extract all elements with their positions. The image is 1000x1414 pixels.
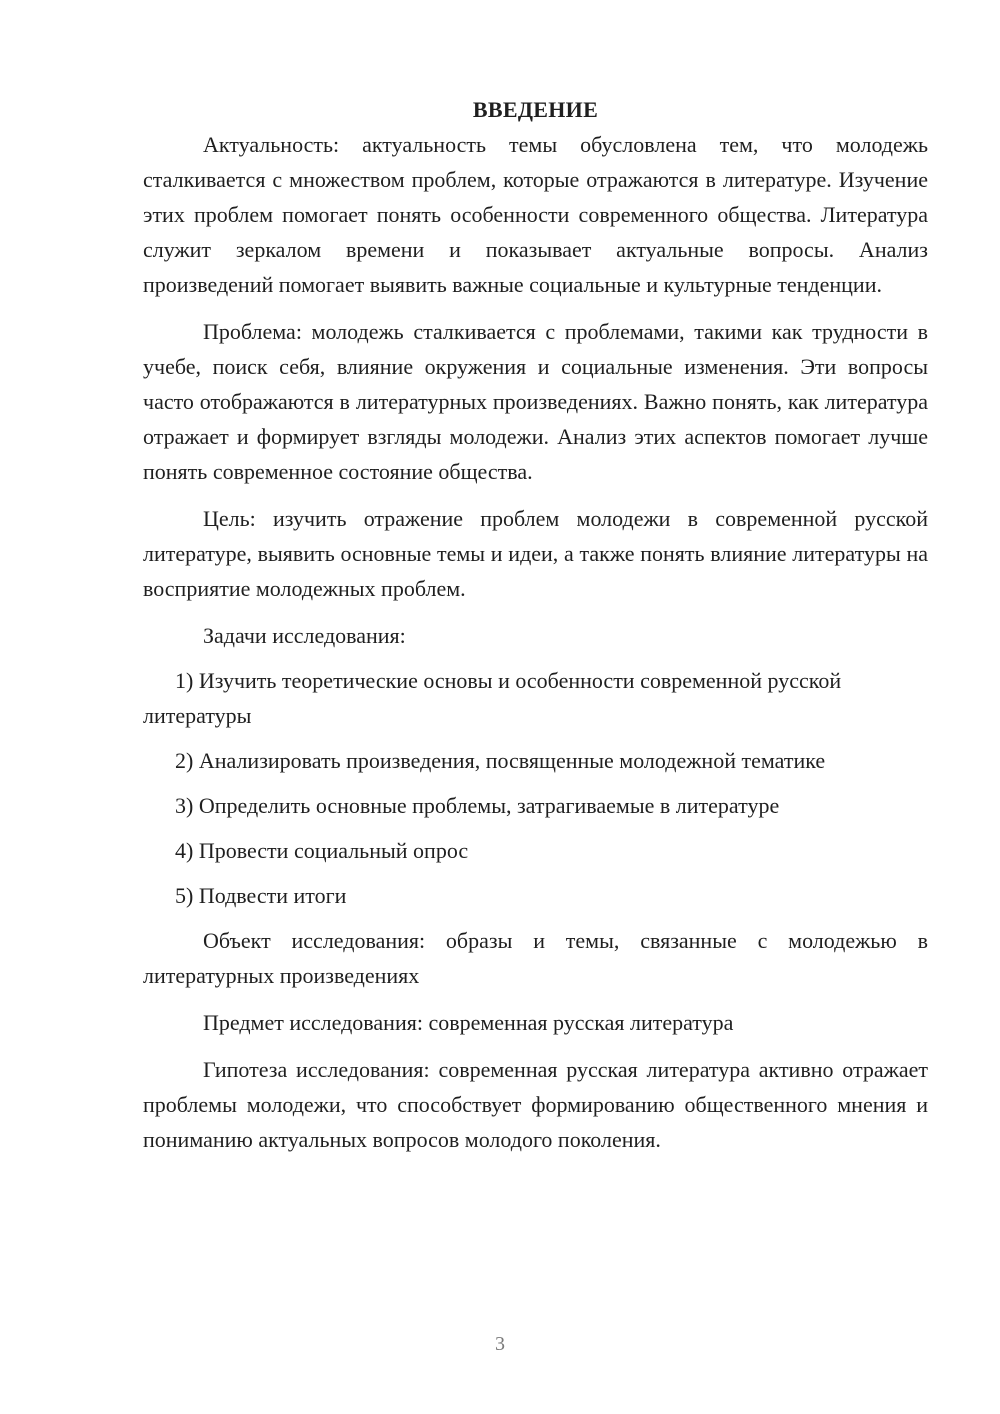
paragraph-goal: Цель: изучить отражение проблем молодежи в современной русской литературе, выявить основные темы и идеи, а также понять влияние литературы на восприятие молодежных проблем.	[143, 506, 928, 601]
task-item-2: 2) Анализировать произведения, посвященные молодежной тематике	[175, 748, 826, 773]
task-item-3: 3) Определить основные проблемы, затрагиваемые в литературе	[175, 793, 780, 818]
section-heading: ВВЕДЕНИЕ	[472, 97, 599, 122]
task-item-5: 5) Подвести итоги	[175, 883, 347, 908]
paragraph-problem: Проблема: молодежь сталкивается с проблемами, такими как трудности в учебе, поиск себя, влияние окружения и социальные изменения. Эти вопросы часто отображаются в литературных произведениях. Важно понять, как литература отражает и формирует взгляды молодежи. Анализ этих аспектов помогает лучше понять современное состояние общества.	[143, 319, 928, 484]
paragraph-object: Объект исследования: образы и темы, связанные с молодежью в литературных произведениях	[143, 928, 928, 988]
page-content	[143, 92, 928, 1169]
task-item-4: 4) Провести социальный опрос	[175, 838, 469, 863]
paragraph-hypothesis: Гипотеза исследования: современная русская литература активно отражает проблемы молодежи, что способствует формированию общественного мнения и пониманию актуальных вопросов молодого поколения.	[143, 1057, 928, 1152]
page-number: 3	[495, 1333, 505, 1355]
paragraph-subject: Предмет исследования: современная русская литература	[203, 1010, 734, 1035]
paragraph-relevance: Актуальность: актуальность темы обусловлена тем, что молодежь сталкивается с множеством проблем, которые отражаются в литературе. Изучение этих проблем помогает понять особенности современного общества. Литература служит зеркалом времени и показывает актуальные вопросы. Анализ произведений помогает выявить важные социальные и культурные тенденции.	[143, 132, 928, 297]
task-item-1: 1) Изучить теоретические основы и особенности современной русской литературы	[143, 668, 842, 728]
tasks-heading: Задачи исследования:	[203, 623, 406, 648]
